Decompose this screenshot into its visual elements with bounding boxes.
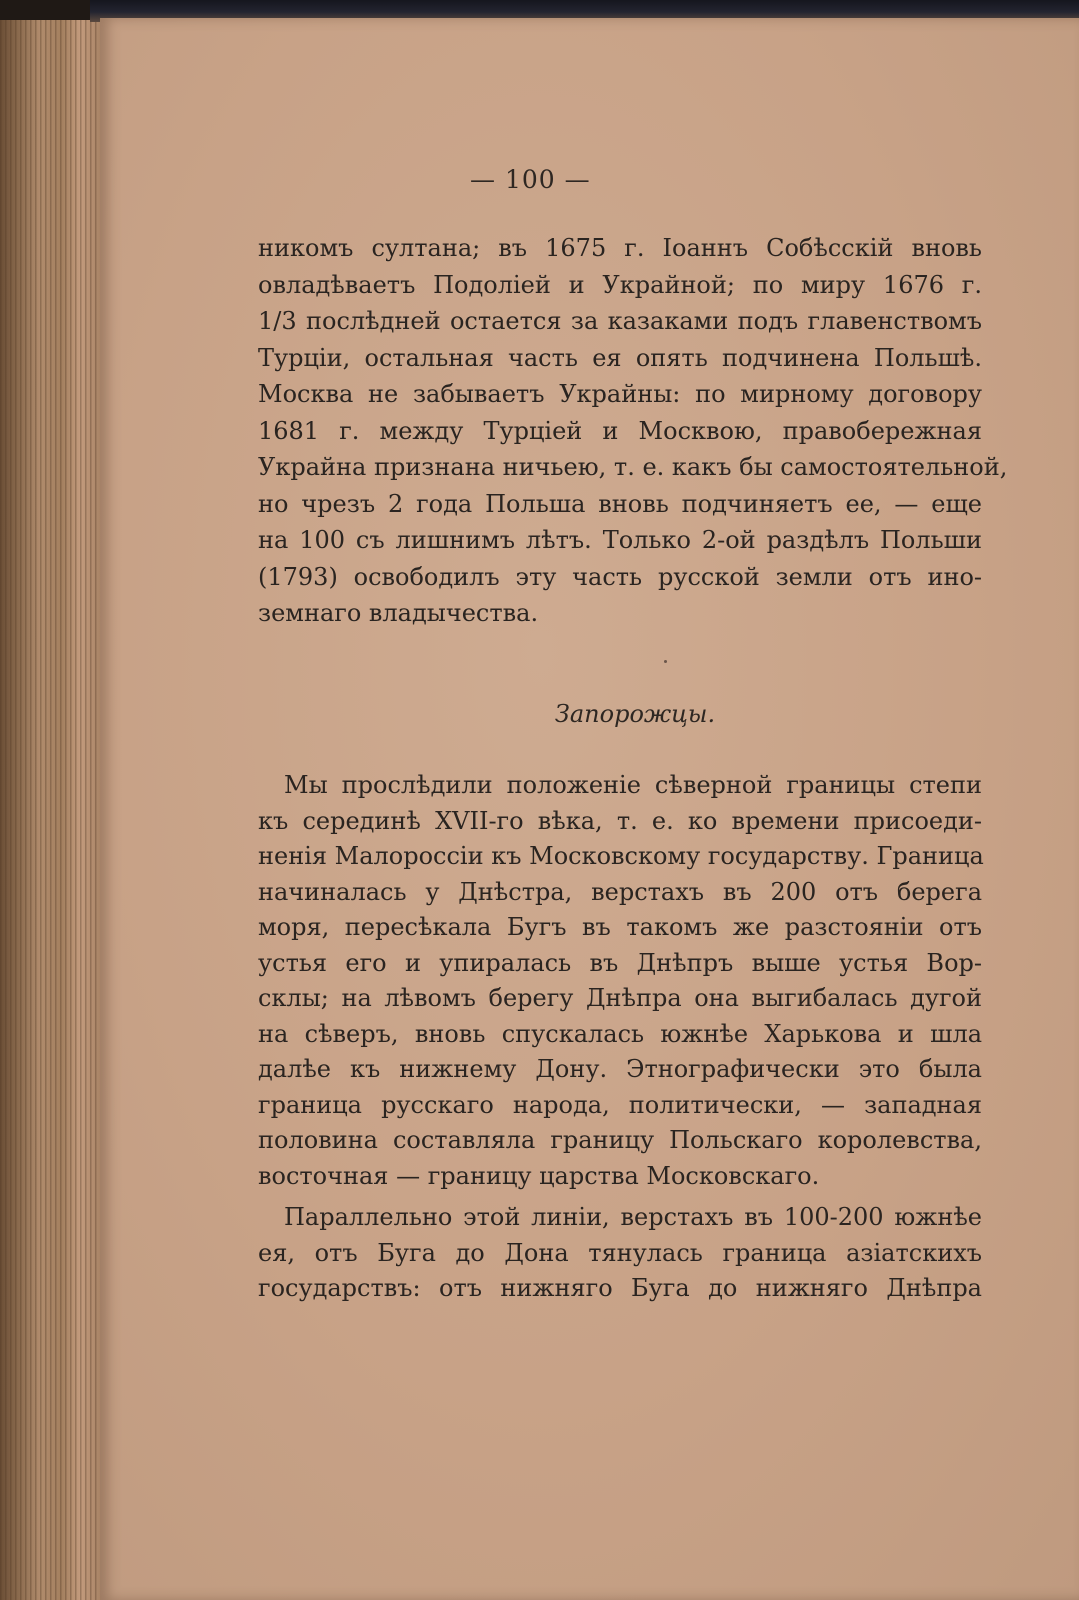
text-line: Москва не забываетъ Украйны: по мирному договору [258,380,982,408]
text-line: 1681 г. между Турціей и Москвою, правобережная [258,416,982,445]
text-line: Параллельно этой линіи, верстахъ въ 100-200 южнѣе [284,1203,982,1231]
text-line: 1/3 послѣдней остается за казаками подъ главенствомъ [258,307,982,335]
text-line: на сѣверъ, вновь спускалась южнѣе Харькова и шла [258,1019,982,1048]
text-line: граница русскаго народа, политически, — западная [258,1090,982,1119]
text-line: къ серединѣ XVII-го вѣка, т. е. ко времени присоеди- [258,806,982,835]
text-line: никомъ султана; въ 1675 г. Іоаннъ Собѣсскій вновь [258,234,982,262]
text-line: устья его и упиралась въ Днѣпръ выше устья Вор- [258,948,982,977]
text-line: далѣе къ нижнему Дону. Этнографически это была [258,1055,982,1083]
text-line: на 100 съ лишнимъ лѣтъ. Только 2-ой раздѣлъ Польши [258,526,982,554]
paragraph-1 [258,230,1008,632]
text-line: Мы прослѣдили положеніе сѣверной границы степи [284,771,982,799]
section-heading: Запорожцы. [554,700,716,728]
text-line: но чрезъ 2 года Польша вновь подчиняетъ ее, — еще [258,489,982,518]
text-line: земнаго владычества. [258,599,539,627]
text-line: восточная — границу царства Московскаго. [258,1161,820,1190]
text-line: моря, пересѣкала Бугъ въ такомъ же разстояніи отъ [258,913,982,941]
book-page-edges [0,20,100,1600]
text-line: Украйна признана ничьею, т. е. какъ бы самостоятельной, [258,453,1008,481]
text-line: (1793) освободилъ эту часть русской земли отъ ино- [258,562,982,591]
text-line: государствъ: отъ нижняго Буга до нижняго Днѣпра [258,1274,982,1302]
text-line: склы; на лѣвомъ берегу Днѣпра она выгибалась дугой [258,984,982,1012]
text-line: Турціи, остальная часть ея опять подчинена Польшѣ. [258,343,982,372]
page-number: — 100 — [470,165,591,194]
ink-speck [664,660,667,663]
text-line: половина составляла границу Польскаго королевства, [258,1126,982,1154]
text-line: овладѣваетъ Подоліей и Украйной; по миру 1676 г. [258,270,982,299]
text-line: начиналась у Днѣстра, верстахъ въ 200 отъ берега [258,877,982,906]
text-line: ненія Малороссіи къ Московскому государству. Граница [258,842,984,870]
text-line: ея, отъ Буга до Дона тянулась граница азіатскихъ [258,1238,982,1267]
paragraph-2 [258,768,982,1307]
